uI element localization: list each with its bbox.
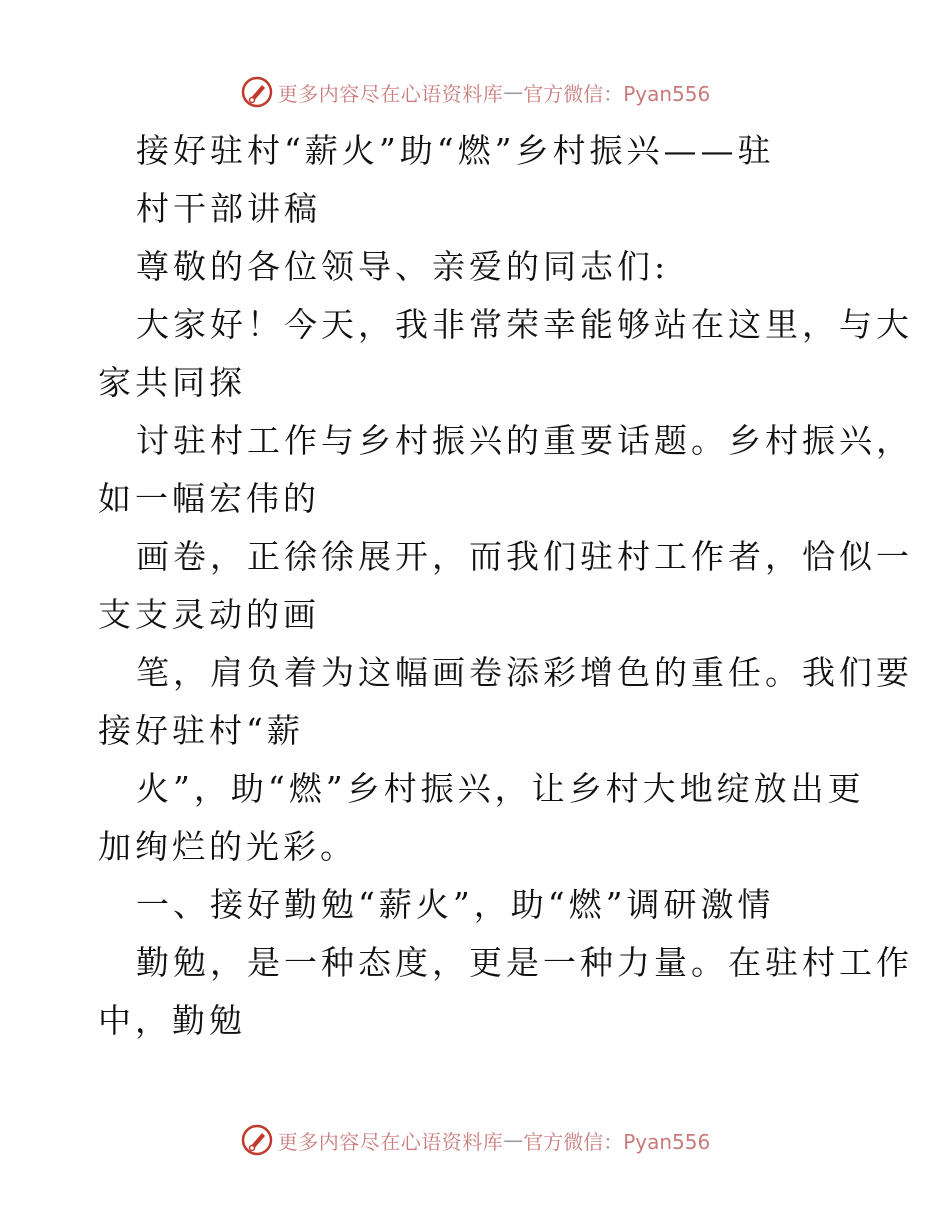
title-line-1: 接好驻村“薪火”助“燃”乡村振兴——驻	[136, 131, 775, 170]
banner-separator: —	[503, 80, 524, 104]
pen-nib-logo-icon	[240, 1123, 274, 1157]
section-heading: 一、接好勤勉“薪火”，助“燃”调研激情	[136, 885, 775, 924]
title-line-2: 村干部讲稿	[136, 189, 321, 228]
banner-text: 更多内容尽在心语资料库	[277, 81, 504, 106]
banner-wechat: 官方微信：Pyan556	[523, 1129, 711, 1154]
paragraph-line: 笔，肩负着为这幅画卷添彩增色的重任。我们要	[136, 653, 913, 692]
banner-wechat: 官方微信：Pyan556	[523, 81, 711, 106]
paragraph-line: 讨驻村工作与乡村振兴的重要话题。乡村振兴，	[136, 421, 913, 460]
paragraph-line: 接好驻村“薪	[98, 711, 304, 750]
banner-separator: —	[503, 1128, 524, 1152]
paragraph-line: 家共同探	[98, 363, 246, 402]
header-watermark	[0, 72, 950, 112]
document-body	[98, 122, 913, 1050]
paragraph-line: 中，勤勉	[98, 1001, 246, 1040]
banner-text: 更多内容尽在心语资料库	[277, 1129, 504, 1154]
paragraph-line: 大家好！今天，我非常荣幸能够站在这里，与大	[136, 305, 913, 344]
paragraph-line: 加绚烂的光彩。	[98, 827, 357, 866]
pen-nib-logo-icon	[240, 75, 274, 109]
paragraph-line: 火”，助“燃”乡村振兴，让乡村大地绽放出更	[136, 769, 865, 808]
salutation: 尊敬的各位领导、亲爱的同志们:	[136, 247, 670, 286]
paragraph-line: 支支灵动的画	[98, 595, 320, 634]
paragraph-line: 勤勉，是一种态度，更是一种力量。在驻村工作	[136, 943, 913, 982]
paragraph-line: 如一幅宏伟的	[98, 479, 320, 518]
footer-watermark	[0, 1120, 950, 1160]
paragraph-line: 画卷，正徐徐展开，而我们驻村工作者，恰似一	[136, 537, 913, 576]
